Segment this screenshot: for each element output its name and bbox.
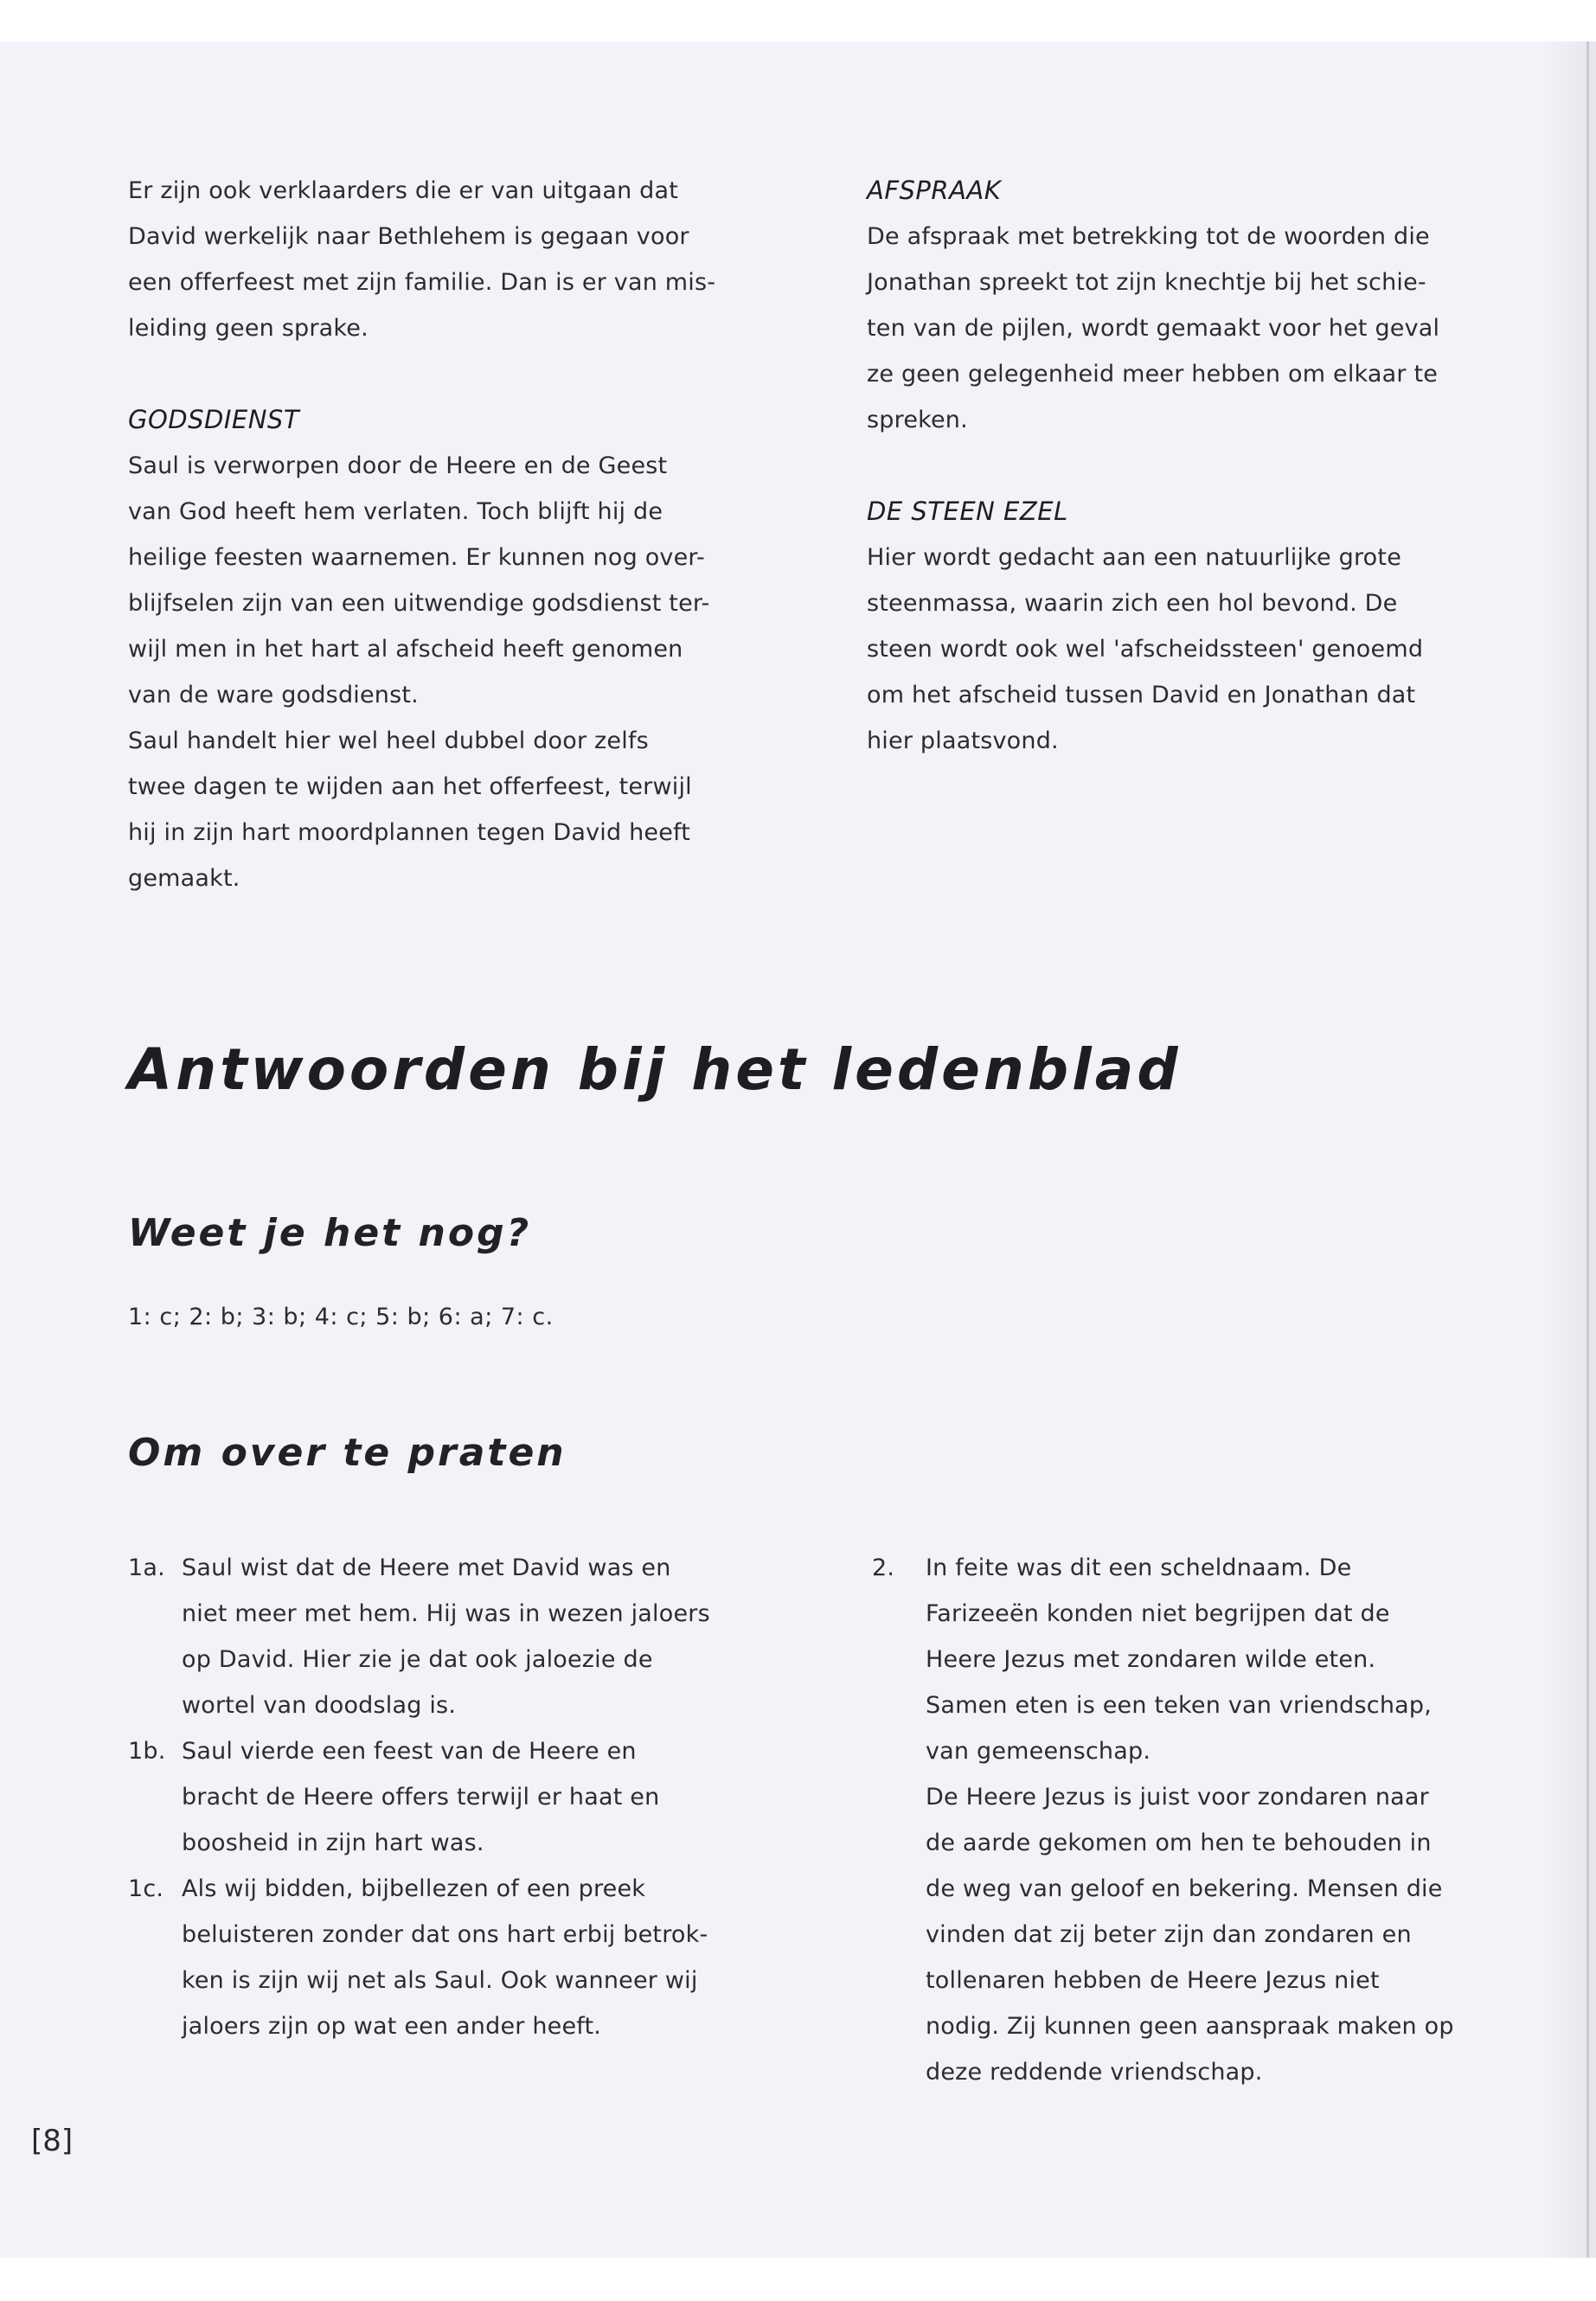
steen-ezel-paragraph: [867, 535, 1524, 764]
section-title-godsdienst: GODSDIENST: [128, 405, 300, 434]
intro-paragraph: [128, 168, 785, 351]
text-line: van God heeft hem verlaten. Toch blijft hij de: [128, 498, 663, 525]
text-line: deze reddende vriendschap.: [926, 2059, 1263, 2086]
weet-heading: Weet je het nog?: [128, 1211, 532, 1255]
answer-text: [182, 1728, 794, 1866]
answer-text: [926, 1545, 1538, 2095]
praten-left-column: [128, 1545, 794, 2049]
answer-item-1c: [128, 1866, 794, 2049]
text-line: twee dagen te wijden aan het offerfeest, terwijl: [128, 773, 692, 800]
text-line: ze geen gelegenheid meer hebben om elkaar te: [867, 361, 1439, 388]
praten-heading: Om over te praten: [128, 1431, 567, 1475]
text-line: beluisteren zonder dat ons hart erbij betrok-: [182, 1921, 708, 1948]
text-line: steenmassa, waarin zich een hol bevond. De: [867, 590, 1398, 617]
text-line: Saul vierde een feest van de Heere en: [182, 1738, 637, 1765]
text-line: leiding geen sprake.: [128, 315, 369, 342]
text-line: Saul handelt hier wel heel dubbel door zelfs: [128, 727, 649, 754]
text-line: Samen eten is een teken van vriendschap,: [926, 1692, 1432, 1719]
text-line: om het afscheid tussen David en Jonathan dat: [867, 682, 1416, 708]
text-line: de weg van geloof en bekering. Mensen die: [926, 1875, 1443, 1902]
right-column-top: [867, 168, 1524, 764]
section-title-afspraak: AFSPRAAK: [867, 176, 1002, 205]
answer-number: 1c.: [128, 1875, 164, 1902]
afspraak-paragraph: [867, 214, 1524, 443]
text-line: de aarde gekomen om hen te behouden in: [926, 1830, 1432, 1856]
text-line: vinden dat zij beter zijn dan zondaren en: [926, 1921, 1412, 1948]
text-line: Saul wist dat de Heere met David was en: [182, 1554, 671, 1581]
godsdienst-paragraph: [128, 443, 785, 901]
text-line: Als wij bidden, bijbellezen of een preek: [182, 1875, 646, 1902]
answer-number: 1b.: [128, 1738, 166, 1765]
document-page: [0, 42, 1596, 2258]
text-line: bracht de Heere offers terwijl er haat en: [182, 1784, 660, 1811]
text-line: Heere Jezus met zondaren wilde eten.: [926, 1646, 1376, 1673]
text-line: wortel van doodslag is.: [182, 1692, 457, 1719]
text-line: jaloers zijn op wat een ander heeft.: [182, 2013, 602, 2040]
page-number: [8]: [31, 2124, 74, 2158]
text-line: van gemeenschap.: [926, 1738, 1151, 1765]
answer-number: 2.: [872, 1554, 895, 1581]
text-line: ken is zijn wij net als Saul. Ook wanneer wij: [182, 1967, 698, 1994]
answer-item-1a: [128, 1545, 794, 1728]
section-title-steen-ezel: DE STEEN EZEL: [867, 497, 1068, 526]
text-line: een offerfeest met zijn familie. Dan is er van mis-: [128, 269, 716, 296]
text-line: gemaakt.: [128, 865, 240, 892]
left-column-top: [128, 168, 785, 901]
weet-answers: 1: c; 2: b; 3: b; 4: c; 5: b; 6: a; 7: c.: [128, 1304, 554, 1330]
text-line: Er zijn ook verklaarders die er van uitgaan dat: [128, 177, 679, 204]
answer-text: [182, 1866, 794, 2049]
page-edge-line: [1586, 42, 1589, 2258]
text-line: Jonathan spreekt tot zijn knechtje bij het schie-: [867, 269, 1426, 296]
text-line: Hier wordt gedacht aan een natuurlijke grote: [867, 544, 1402, 571]
text-line: nodig. Zij kunnen geen aanspraak maken op: [926, 2013, 1454, 2040]
text-line: David werkelijk naar Bethlehem is gegaan voor: [128, 223, 689, 250]
text-line: Saul is verworpen door de Heere en de Geest: [128, 452, 668, 479]
text-line: steen wordt ook wel 'afscheidssteen' genoemd: [867, 636, 1424, 663]
answer-text: [182, 1545, 794, 1728]
text-line: van de ware godsdienst.: [128, 682, 419, 708]
text-line: ten van de pijlen, wordt gemaakt voor het geval: [867, 315, 1440, 342]
text-line: blijfselen zijn van een uitwendige godsdienst ter-: [128, 590, 710, 617]
text-line: wijl men in het hart al afscheid heeft genomen: [128, 636, 683, 663]
text-line: boosheid in zijn hart was.: [182, 1830, 484, 1856]
text-line: In feite was dit een scheldnaam. De: [926, 1554, 1352, 1581]
text-line: Farizeeën konden niet begrijpen dat de: [926, 1600, 1390, 1627]
answer-number: 1a.: [128, 1554, 165, 1581]
text-line: heilige feesten waarnemen. Er kunnen nog over-: [128, 544, 705, 571]
text-line: hij in zijn hart moordplannen tegen David heeft: [128, 819, 691, 846]
answer-item-2: [872, 1545, 1538, 2095]
text-line: op David. Hier zie je dat ook jaloezie de: [182, 1646, 653, 1673]
praten-right-column: [872, 1545, 1538, 2095]
text-line: tollenaren hebben de Heere Jezus niet: [926, 1967, 1380, 1994]
text-line: De Heere Jezus is juist voor zondaren naar: [926, 1784, 1429, 1811]
text-line: hier plaatsvond.: [867, 727, 1059, 754]
text-line: niet meer met hem. Hij was in wezen jaloers: [182, 1600, 710, 1627]
text-line: De afspraak met betrekking tot de woorden die: [867, 223, 1430, 250]
main-heading: Antwoorden bij het ledenblad: [128, 1036, 1182, 1103]
text-line: spreken.: [867, 407, 968, 433]
answer-item-1b: [128, 1728, 794, 1866]
